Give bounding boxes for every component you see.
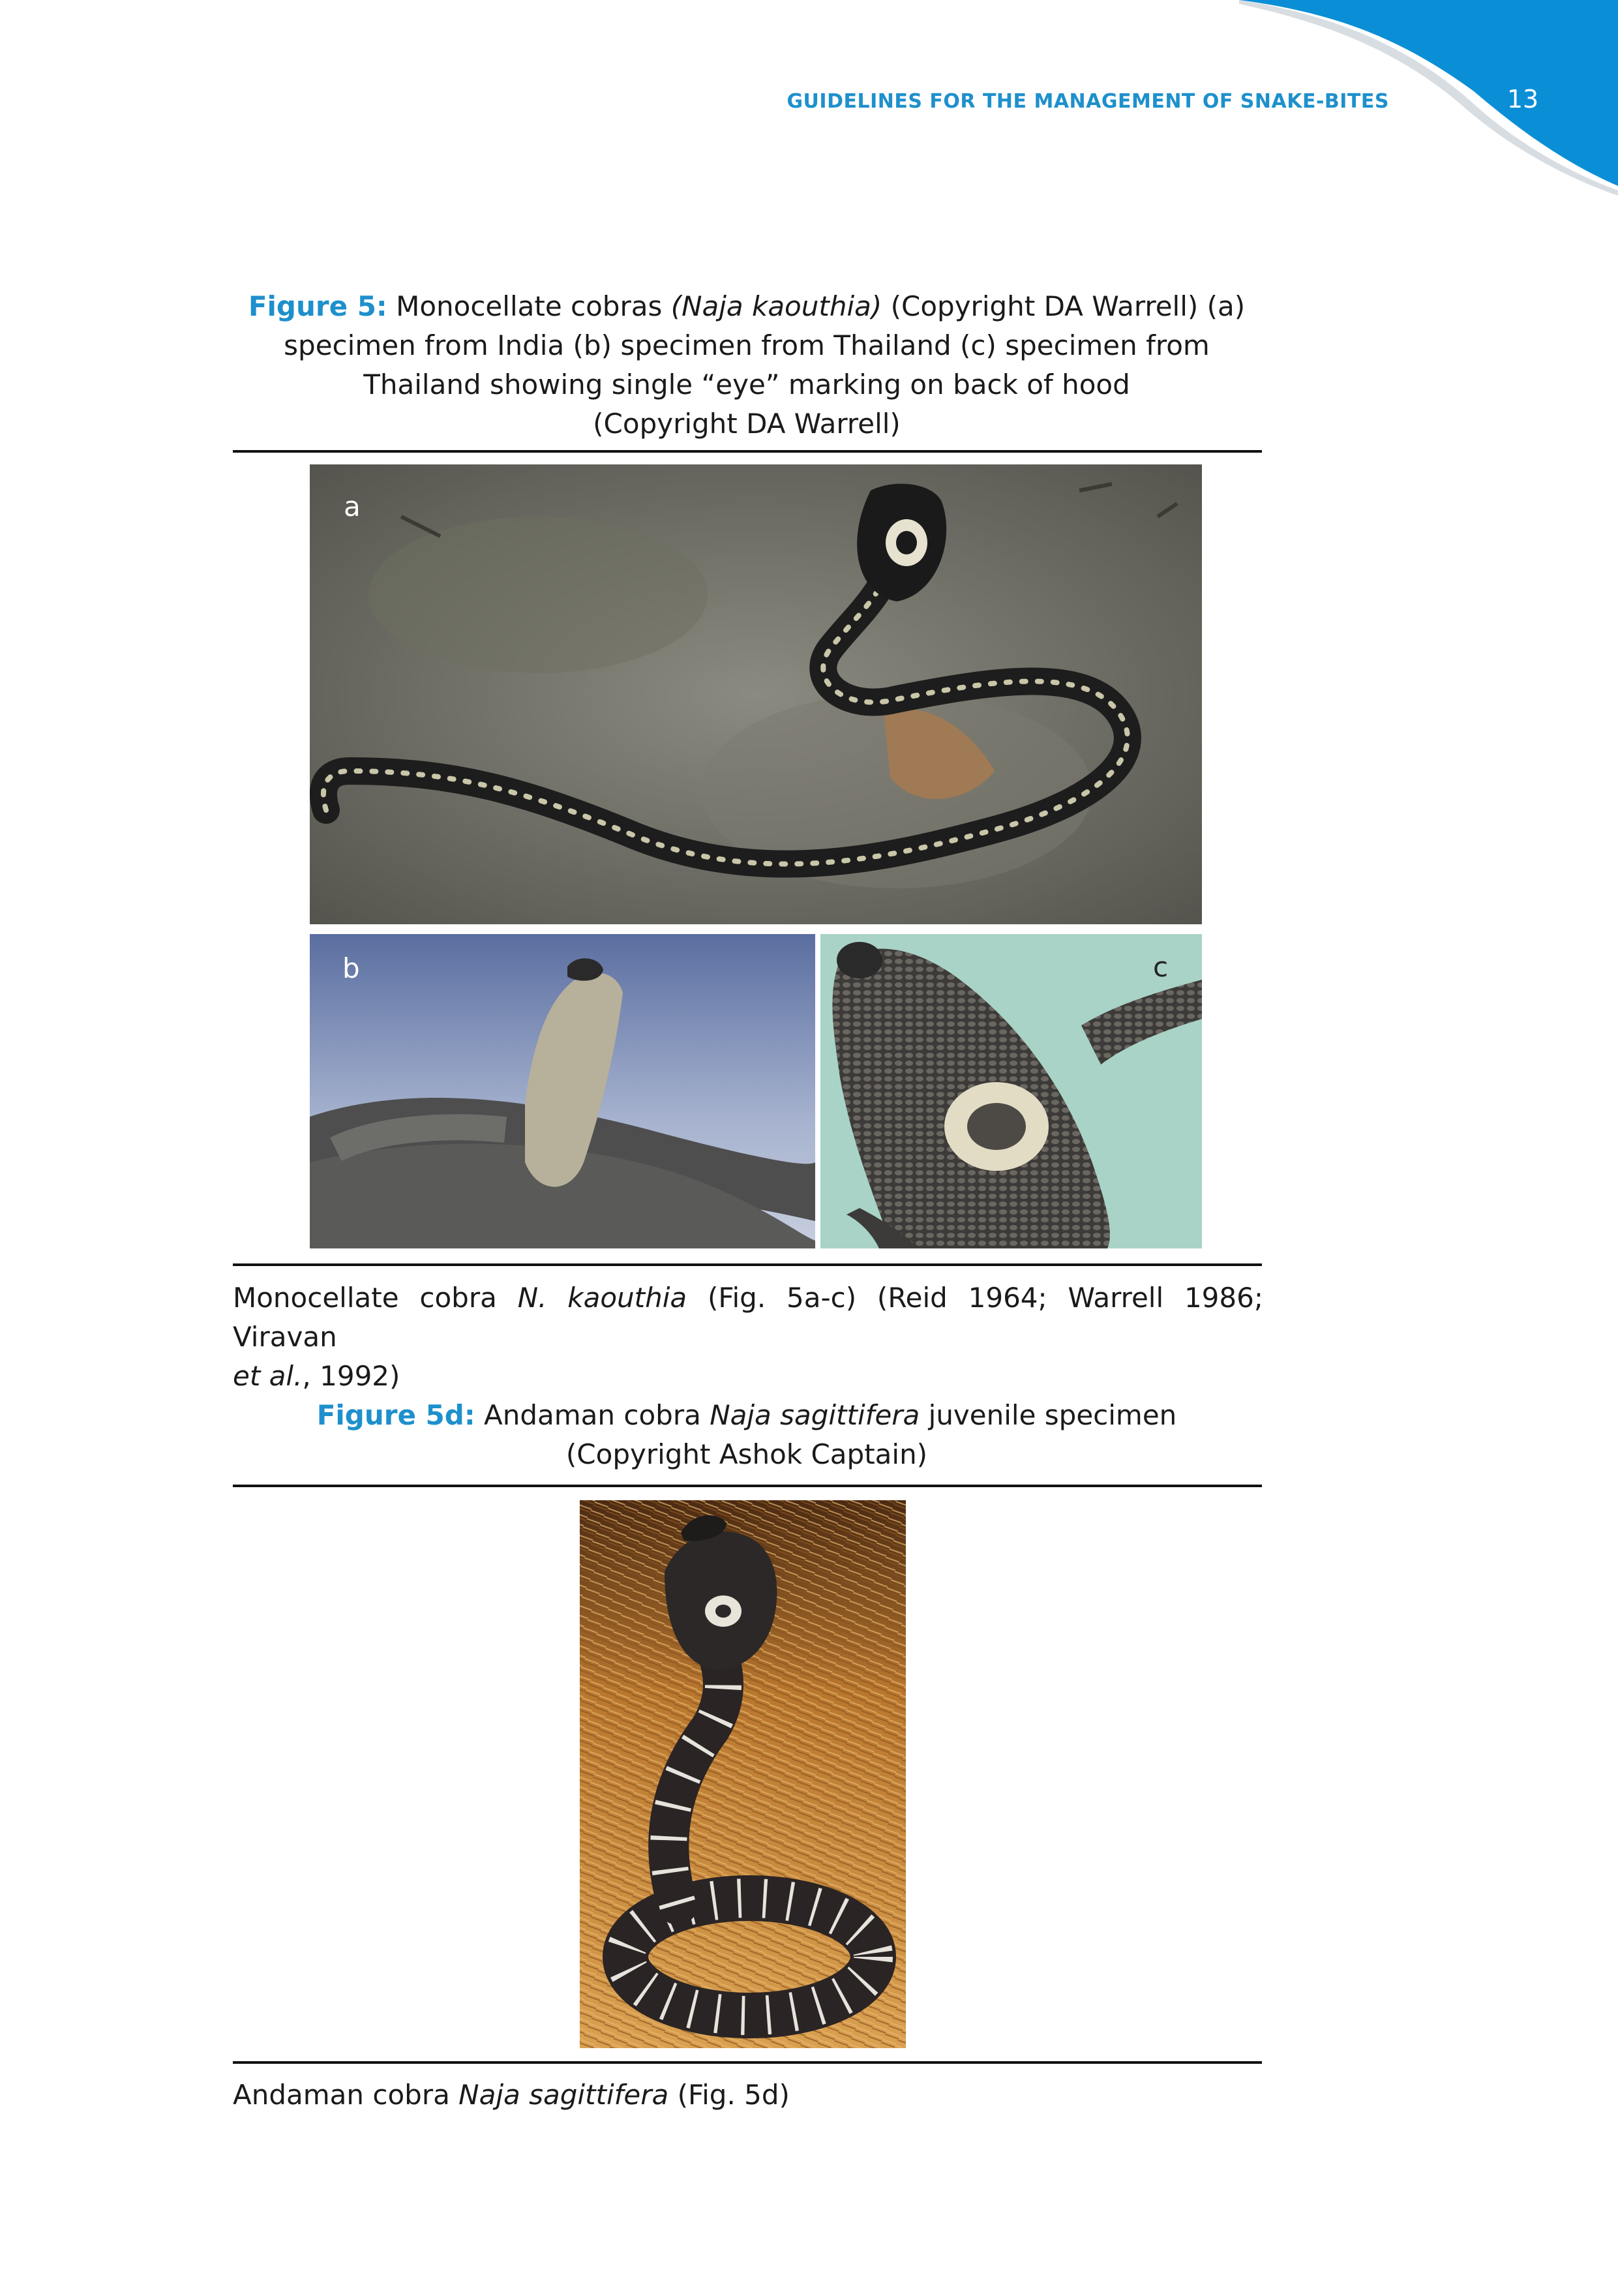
figure5-caption-line2: specimen from India (b) specimen from Thailand (c) specimen from [284,329,1210,361]
text1-line1 [233,1278,1263,1357]
figure5-bottom-rule [233,1263,1262,1266]
text2-pre: Andaman cobra [233,2079,459,2111]
figure5-caption-pre: Monocellate cobras [396,290,663,322]
text1-post: (Fig. 5a-c) (Reid 1964; Warrell 1986; Viravan [233,1282,1263,1353]
photo-5d-andaman-cobra [580,1500,906,2048]
text1-line2 [233,1357,1263,1396]
figure5d-caption-line2: (Copyright Ashok Captain) [565,1438,928,1470]
text1-species: N. kaouthia [517,1282,687,1314]
figure5d-bottom-rule [233,2061,1262,2064]
figure5d-caption [232,1396,1262,1474]
photo-5b-cobra-thailand [310,934,815,1248]
figure5d-caption-pre: Andaman cobra [475,1399,710,1431]
figure5-caption-post: (Copyright DA Warrell) (a) [890,290,1246,322]
figure5-top-rule [233,450,1262,453]
figure5d-caption-post: juvenile specimen [920,1399,1177,1431]
text1-etal: et al. [233,1360,303,1392]
panel-label-b: b [342,952,360,984]
figure5-caption-line1 [232,287,1262,326]
panel-label-a: a [344,491,361,522]
text2-post: (Fig. 5d) [668,2079,790,2111]
page-number: 13 [1506,85,1539,113]
figure5d-top-rule [233,1485,1262,1487]
figure5d-caption-species: Naja sagittifera [710,1399,920,1431]
figure5-caption [232,287,1262,444]
photo-5c-hood-eye-marking [820,934,1202,1248]
figure5-label: Figure 5: [248,290,387,322]
text2-species: Naja sagittifera [458,2079,669,2111]
text1-pre: Monocellate cobra [233,1282,518,1314]
figure5d-caption-line1 [232,1396,1262,1435]
figure5-caption-species: (Naja kaouthia) [670,290,882,322]
photo-5a-cobra-india [310,464,1202,924]
text-andaman-cobra [233,2076,1263,2115]
text1-year: , 1992) [302,1360,400,1392]
figure5-caption-line4: (Copyright DA Warrell) [593,408,901,440]
panel-label-c: c [1153,951,1169,983]
text-monocellate-cobra [233,1278,1263,1396]
running-title: GUIDELINES FOR THE MANAGEMENT OF SNAKE-BITES [787,90,1389,113]
figure5d-label: Figure 5d: [316,1399,475,1431]
figure5-caption-line3: Thailand showing single “eye” marking on back of hood [363,369,1130,400]
